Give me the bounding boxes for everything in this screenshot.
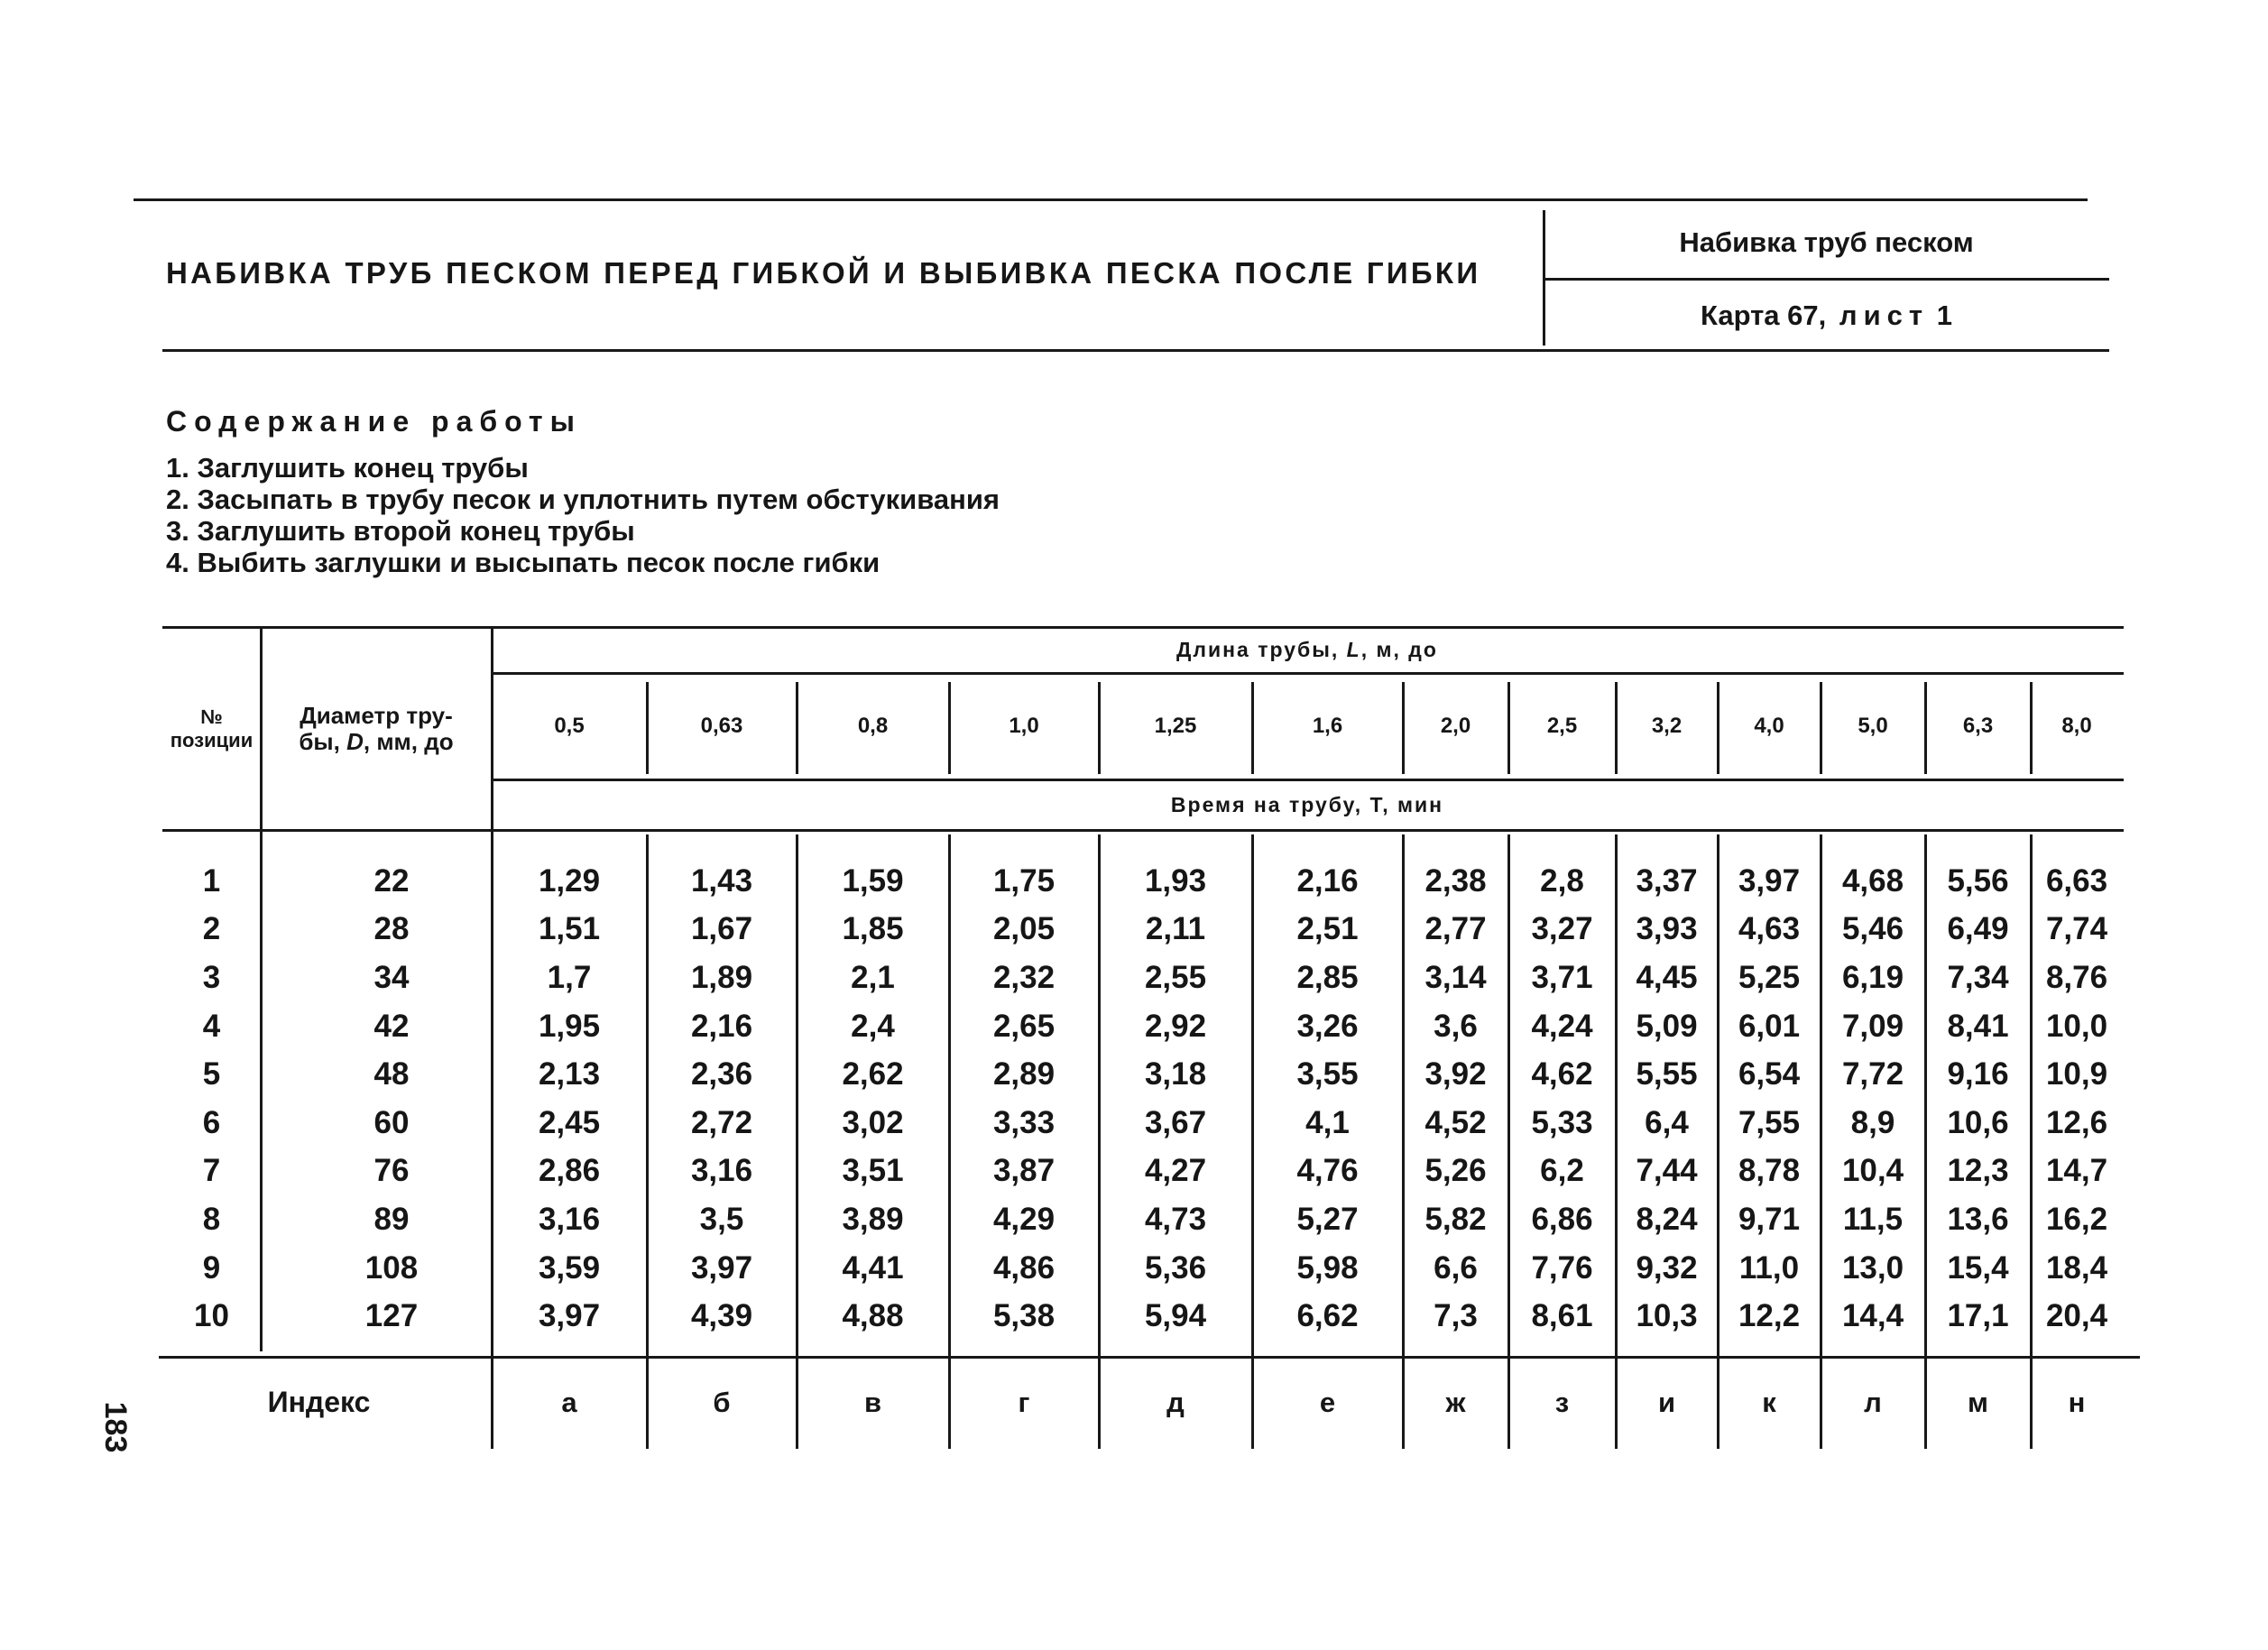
time-value: 4,27 — [1144, 1153, 1207, 1189]
time-value: 3,59 — [538, 1249, 601, 1286]
length-value: 1,0 — [1009, 714, 1039, 738]
time-value: 4,29 — [992, 1201, 1056, 1237]
length-value: 3,2 — [1651, 714, 1683, 738]
time-value: 8,76 — [2045, 959, 2108, 995]
list-item: 3. Заглушить второй конец трубы — [166, 515, 635, 547]
time-value: 5,33 — [1531, 1104, 1593, 1140]
time-value: 6,62 — [1296, 1298, 1359, 1334]
index-letter: з — [1554, 1386, 1570, 1418]
index-letter: г — [1018, 1386, 1030, 1418]
time-value: 6,54 — [1738, 1056, 1801, 1092]
list-item: 2. Засыпать в трубу песок и уплотнить путем обстукивания — [166, 484, 1000, 515]
pipe-diameter: 22 — [373, 862, 410, 899]
position-number: 8 — [202, 1201, 221, 1237]
time-value: 4,24 — [1531, 1008, 1593, 1044]
time-value: 5,55 — [1636, 1056, 1698, 1092]
index-letter: л — [1864, 1386, 1882, 1418]
time-value: 7,72 — [1841, 1056, 1904, 1092]
time-value: 15,4 — [1947, 1249, 2009, 1286]
time-value: 7,34 — [1947, 959, 2009, 995]
position-number: 10 — [194, 1298, 229, 1334]
time-value: 3,37 — [1636, 862, 1698, 899]
map-label: Карта 67, — [1701, 300, 1827, 331]
time-value: 3,16 — [690, 1153, 753, 1189]
time-value: 6,63 — [2045, 862, 2108, 899]
time-value: 13,6 — [1947, 1201, 2009, 1237]
time-value: 1,75 — [992, 862, 1056, 899]
time-value: 3,26 — [1296, 1008, 1359, 1044]
time-value: 1,95 — [538, 1008, 601, 1044]
time-value: 2,1 — [851, 959, 895, 995]
time-value: 14,4 — [1841, 1298, 1904, 1334]
time-value: 3,71 — [1531, 959, 1593, 995]
time-value: 8,24 — [1636, 1201, 1698, 1237]
length-value: 5,0 — [1858, 714, 1888, 738]
pipe-diameter: 48 — [373, 1056, 410, 1092]
time-header: Время на трубу, Т, мин — [1170, 792, 1444, 816]
pipe-diameter: 60 — [373, 1104, 410, 1140]
time-value: 12,3 — [1947, 1153, 2009, 1189]
length-header — [492, 627, 2123, 673]
time-value: 5,98 — [1296, 1249, 1359, 1286]
length-value: 0,5 — [554, 714, 585, 738]
time-value: 9,71 — [1738, 1201, 1801, 1237]
time-value: 2,89 — [992, 1056, 1056, 1092]
time-value: 4,52 — [1424, 1104, 1487, 1140]
time-value: 9,32 — [1636, 1249, 1698, 1286]
page-number: 183 — [98, 1401, 133, 1453]
index-letter: е — [1319, 1386, 1336, 1418]
time-value: 2,45 — [538, 1104, 601, 1140]
time-value: 7,55 — [1738, 1104, 1801, 1140]
time-value: 8,41 — [1947, 1008, 2009, 1044]
diameter-header-suffix: , мм, до — [363, 727, 454, 755]
time-value: 3,97 — [1738, 862, 1801, 899]
time-value: 1,93 — [1144, 862, 1207, 899]
time-value: 17,1 — [1947, 1298, 2009, 1334]
pipe-diameter: 127 — [364, 1298, 419, 1334]
time-value: 4,62 — [1531, 1056, 1593, 1092]
index-letter: в — [863, 1386, 882, 1418]
position-number: 2 — [202, 911, 221, 947]
time-value: 5,36 — [1144, 1249, 1207, 1286]
time-value: 5,46 — [1841, 911, 1904, 947]
time-value: 8,61 — [1531, 1298, 1593, 1334]
length-value: 0,8 — [857, 714, 889, 738]
time-value: 4,45 — [1636, 959, 1698, 995]
time-value: 14,7 — [2045, 1153, 2108, 1189]
time-value: 10,0 — [2045, 1008, 2108, 1044]
time-value: 6,49 — [1947, 911, 2009, 947]
length-header-suffix: , м, до — [1360, 638, 1438, 661]
time-value: 6,19 — [1841, 959, 1904, 995]
section-name: Набивка труб песком — [1679, 226, 1974, 258]
index-letter: н — [2068, 1386, 2086, 1418]
time-value: 3,97 — [538, 1298, 601, 1334]
time-value: 2,11 — [1145, 911, 1206, 947]
length-value: 1,6 — [1312, 714, 1343, 738]
time-value: 5,94 — [1144, 1298, 1207, 1334]
pipe-diameter: 34 — [373, 959, 410, 995]
index-letter: а — [561, 1386, 577, 1418]
time-value: 2,05 — [992, 911, 1056, 947]
time-value: 2,92 — [1144, 1008, 1207, 1044]
time-value: 8,9 — [1850, 1104, 1895, 1140]
time-value: 4,76 — [1296, 1153, 1359, 1189]
diameter-header — [261, 627, 492, 830]
length-header-prefix: Длина трубы, — [1176, 638, 1347, 661]
time-value: 3,51 — [842, 1153, 904, 1189]
index-letter: б — [713, 1386, 731, 1418]
time-value: 10,6 — [1947, 1104, 2009, 1140]
time-value: 4,1 — [1305, 1104, 1350, 1140]
page-title: НАБИВКА ТРУБ ПЕСКОМ ПЕРЕД ГИБКОЙ И ВЫБИВКА ПЕСКА ПОСЛЕ ГИБКИ — [166, 256, 1481, 290]
time-value: 3,92 — [1424, 1056, 1487, 1092]
time-value: 10,9 — [2045, 1056, 2108, 1092]
position-number: 9 — [202, 1249, 221, 1286]
diameter-header-prefix: бы, — [299, 727, 347, 755]
length-value: 6,3 — [1962, 714, 1994, 738]
sheet-number: 1 — [1936, 300, 1952, 331]
sheet-word: лист — [1839, 300, 1930, 331]
time-value: 4,68 — [1841, 862, 1904, 899]
position-number: 5 — [202, 1056, 221, 1092]
time-value: 4,86 — [992, 1249, 1056, 1286]
length-symbol: L — [1346, 638, 1361, 661]
time-value: 2,77 — [1424, 911, 1487, 947]
time-value: 4,88 — [842, 1298, 904, 1334]
time-value: 11,5 — [1842, 1201, 1904, 1237]
time-value: 6,2 — [1540, 1153, 1584, 1189]
time-value: 1,29 — [538, 862, 601, 899]
time-value: 12,6 — [2045, 1104, 2108, 1140]
time-value: 1,51 — [538, 911, 601, 947]
length-value: 1,25 — [1154, 714, 1197, 738]
time-value: 1,43 — [690, 862, 753, 899]
length-value: 8,0 — [2061, 714, 2092, 738]
length-value: 2,0 — [1440, 714, 1471, 738]
pipe-diameter: 42 — [373, 1008, 410, 1044]
time-value: 3,97 — [690, 1249, 753, 1286]
position-number: 1 — [202, 862, 221, 899]
time-value: 2,16 — [690, 1008, 753, 1044]
time-value: 6,6 — [1434, 1249, 1478, 1286]
work-steps-list — [166, 452, 1000, 578]
time-value: 6,4 — [1645, 1104, 1689, 1140]
header-box-rule — [1544, 278, 2109, 281]
diameter-symbol: D — [346, 727, 364, 755]
time-value: 9,16 — [1947, 1056, 2009, 1092]
time-value: 2,72 — [690, 1104, 753, 1140]
position-number: 7 — [202, 1153, 221, 1189]
time-value: 3,5 — [699, 1201, 744, 1237]
length-value: 0,63 — [700, 714, 743, 738]
time-value: 18,4 — [2045, 1249, 2108, 1286]
time-value: 2,85 — [1296, 959, 1359, 995]
time-value: 2,55 — [1144, 959, 1207, 995]
time-value: 11,0 — [1738, 1249, 1800, 1286]
time-value: 4,41 — [842, 1249, 904, 1286]
time-value: 2,62 — [842, 1056, 904, 1092]
time-value: 3,6 — [1434, 1008, 1478, 1044]
time-value: 7,76 — [1531, 1249, 1593, 1286]
time-value: 6,86 — [1531, 1201, 1593, 1237]
index-letter: м — [1968, 1386, 1988, 1418]
time-value: 7,3 — [1434, 1298, 1478, 1334]
position-header-symbol: № — [200, 705, 223, 728]
position-number: 3 — [202, 959, 221, 995]
position-header — [162, 627, 261, 830]
time-value: 5,26 — [1424, 1153, 1487, 1189]
time-value: 2,4 — [851, 1008, 895, 1044]
time-value: 10,3 — [1636, 1298, 1698, 1334]
time-value: 5,09 — [1636, 1008, 1698, 1044]
index-letter: д — [1166, 1386, 1185, 1418]
time-value: 5,82 — [1424, 1201, 1487, 1237]
position-number: 4 — [202, 1008, 221, 1044]
time-value: 2,16 — [1296, 862, 1359, 899]
diameter-header-line1: Диаметр тру- — [300, 701, 453, 729]
time-value: 4,73 — [1144, 1201, 1207, 1237]
work-content-heading: Содержание работы — [166, 405, 582, 438]
time-value: 3,33 — [992, 1104, 1056, 1140]
time-value: 7,74 — [2045, 911, 2108, 947]
time-value: 3,27 — [1531, 911, 1593, 947]
time-value: 16,2 — [2045, 1201, 2108, 1237]
time-value: 1,67 — [690, 911, 753, 947]
map-sheet-label — [1544, 298, 2109, 334]
time-value: 3,16 — [538, 1201, 601, 1237]
time-value: 1,7 — [547, 959, 592, 995]
pipe-filling-time-table — [162, 627, 2123, 1449]
time-value: 1,85 — [842, 911, 904, 947]
time-value: 2,36 — [690, 1056, 753, 1092]
time-value: 10,4 — [1841, 1153, 1904, 1189]
header-bottom-rule — [162, 349, 2109, 352]
time-value: 2,8 — [1540, 862, 1584, 899]
index-letter: к — [1762, 1386, 1776, 1418]
time-value: 7,44 — [1636, 1153, 1698, 1189]
index-letter: ж — [1445, 1386, 1466, 1418]
time-value: 3,14 — [1424, 959, 1487, 995]
position-header-label: позиции — [170, 728, 254, 751]
time-value: 1,89 — [690, 959, 753, 995]
pipe-diameter: 108 — [364, 1249, 419, 1286]
list-item: 1. Заглушить конец трубы — [166, 452, 529, 484]
time-value: 4,63 — [1738, 911, 1801, 947]
time-value: 13,0 — [1841, 1249, 1904, 1286]
time-value: 1,59 — [842, 862, 904, 899]
header-top-rule — [134, 198, 2088, 201]
time-value: 5,27 — [1296, 1201, 1359, 1237]
time-value: 3,18 — [1144, 1056, 1207, 1092]
time-value: 8,78 — [1738, 1153, 1801, 1189]
position-number: 6 — [202, 1104, 221, 1140]
length-header-text — [1176, 638, 1438, 662]
time-value: 2,51 — [1296, 911, 1359, 947]
time-value: 2,86 — [538, 1153, 601, 1189]
time-value: 5,25 — [1738, 959, 1801, 995]
pipe-diameter: 89 — [373, 1201, 410, 1237]
time-value: 2,65 — [992, 1008, 1056, 1044]
time-value: 3,02 — [842, 1104, 904, 1140]
length-value: 4,0 — [1754, 714, 1784, 738]
length-value: 2,5 — [1546, 714, 1578, 738]
time-value: 20,4 — [2045, 1298, 2108, 1334]
list-item: 4. Выбить заглушки и высыпать песок после гибки — [166, 547, 880, 578]
pipe-diameter: 28 — [373, 911, 410, 947]
time-value: 2,13 — [538, 1056, 601, 1092]
time-value: 3,55 — [1296, 1056, 1359, 1092]
pipe-diameter: 76 — [373, 1153, 410, 1189]
time-value: 5,56 — [1947, 862, 2009, 899]
time-value: 3,93 — [1636, 911, 1698, 947]
time-value: 7,09 — [1841, 1008, 1904, 1044]
time-value: 5,38 — [992, 1298, 1056, 1334]
time-value: 2,38 — [1424, 862, 1487, 899]
time-value: 2,32 — [992, 959, 1056, 995]
time-value: 12,2 — [1738, 1298, 1801, 1334]
index-letter: и — [1657, 1386, 1676, 1418]
time-value: 6,01 — [1738, 1008, 1801, 1044]
time-value: 3,89 — [842, 1201, 904, 1237]
time-value: 3,67 — [1144, 1104, 1207, 1140]
diameter-header-line2 — [299, 729, 453, 755]
time-value: 3,87 — [992, 1153, 1056, 1189]
time-value: 4,39 — [690, 1298, 753, 1334]
index-label: Индекс — [267, 1386, 371, 1419]
